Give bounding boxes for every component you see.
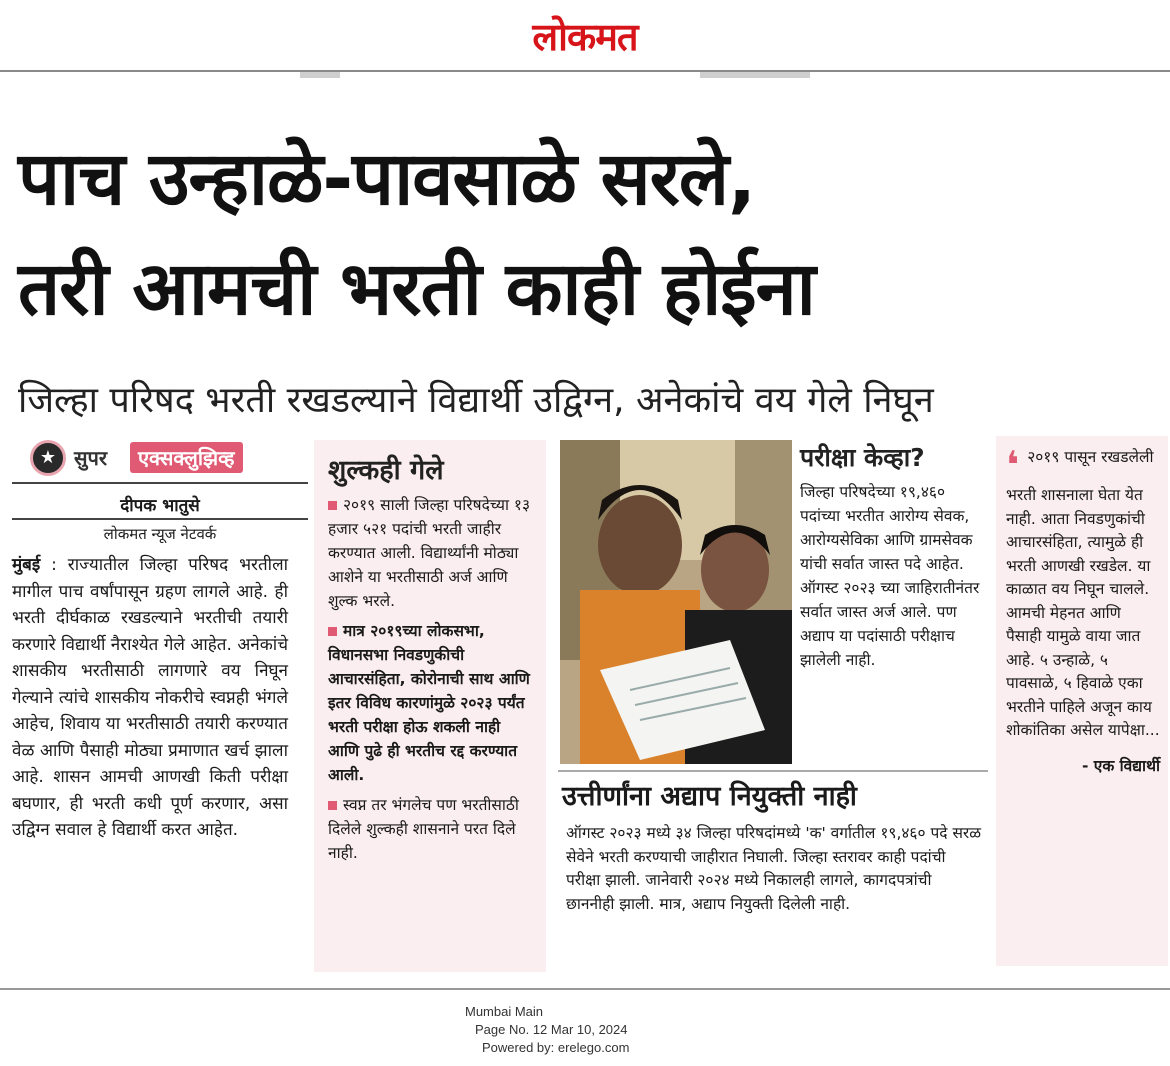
students-photo — [560, 440, 792, 764]
page-and-date: Page No. 12 Mar 10, 2024 — [475, 1022, 628, 1037]
exam-box-title: परीक्षा केव्हा? — [800, 443, 925, 472]
author-byline: दीपक भातुसे — [120, 496, 200, 516]
dateline: मुंबई — [12, 555, 41, 575]
fee-box-title: शुल्कही गेले — [328, 455, 444, 486]
bullet-square-icon — [328, 627, 337, 636]
fee-box-paragraph-2 — [328, 619, 536, 787]
quote-text-first: २०१९ पासून रखडलेली — [1027, 448, 1154, 466]
decorative-strip — [300, 72, 340, 78]
fee-box-paragraph-3 — [328, 793, 536, 865]
headline-line-1: पाच उन्हाळे-पावसाळे सरले, — [18, 136, 756, 222]
bullet-square-icon — [328, 501, 337, 510]
fee-box-text-1: २०१९ साली जिल्हा परिषदेच्या १३ हजार ५२१ पदांची भरती जाहीर करण्यात आली. विद्यार्थ्यांनी मोठ्या आशेने या भरतीसाठी अर्ज आणि शुल्क भरले. — [328, 496, 531, 610]
subheadline: जिल्हा परिषद भरती रखडल्याने विद्यार्थी उद्विग्न, अनेकांचे वय गेले निघून — [18, 380, 934, 421]
divider — [12, 482, 308, 484]
main-story-body — [12, 552, 288, 844]
students-studying-illustration — [560, 440, 792, 764]
quote-attribution: - एक विद्यार्थी — [1081, 756, 1160, 775]
quote-text: भरती शासनाला घेता येत नाही. आता निवडणुकांची आचारसंहिता, त्यामुळे ही भरती आणखी रखडेल. या काळात वय निघून चालले. आमची मेहनत आणि पैसाही यामुळे वाया जात आहे. ५ उन्हाळे, ५ पावसाळे, ५ हिवाळे एका भरतीने पाहिले अजून काय शोकांतिका असेल यापेक्षा... — [1006, 486, 1160, 739]
powered-by: Powered by: erelego.com — [482, 1040, 630, 1055]
badge-exclusive-label: एक्सक्लुझिव्ह — [130, 442, 243, 473]
quote-icon: ❛ — [1006, 446, 1020, 484]
divider — [558, 770, 988, 772]
news-network: लोकमत न्यूज नेटवर्क — [12, 518, 308, 544]
badge-super-label: सुपर — [74, 446, 108, 470]
bullet-square-icon — [328, 801, 337, 810]
newspaper-logo: लोकमत — [532, 15, 638, 59]
appointment-title: उत्तीर्णांना अद्याप नियुक्ती नाही — [562, 781, 857, 812]
edition-name: Mumbai Main — [465, 1004, 544, 1019]
main-story-text: : राज्यातील जिल्हा परिषद भरतीला मागील पाच वर्षांपासून ग्रहण लागले आहे. ही भरती दीर्घकाळ रखडल्याने भरतीची तयारी करणारे विद्यार्थी नैराश्येत गेले आहेत. अनेकांचे शासकीय भरतीसाठी लागणारे वय निघून गेल्याने त्यांचे शासकीय नोकरीचे स्वप्नही भंगले आहेच, शिवाय या भरतीसाठी तयारी करण्यात वेळ आणि पैसाही मोठ्या प्रमाणात खर्च झाला आहे. शासन आमची आणखी किती परीक्षा बघणार, ही भरती कधी पूर्ण करणार, असा उद्विग्न सवाल हे विद्यार्थी करत आहेत. — [12, 555, 288, 840]
headline-line-2: तरी आमची भरती काही होईना — [18, 246, 815, 332]
decorative-strip — [700, 72, 810, 78]
fee-box-text-3: स्वप्न तर भंगलेच पण भरतीसाठी दिलेले शुल्कही शासनाने परत दिले नाही. — [328, 796, 519, 862]
footer-divider — [0, 988, 1170, 990]
appointment-text: ऑगस्ट २०२३ मध्ये ३४ जिल्हा परिषदांमध्ये 'क' वर्गातील १९,४६० पदे सरळ सेवेने भरती करण्याची जाहीरात निघाली. जिल्हा स्तरावर काही पदांची परीक्षा झाली. जानेवारी २०२४ मध्ये निकालही लागले, कागदपत्रांची छाननीही झाली. मात्र, अद्याप नियुक्ती दिलेली नाही. — [566, 824, 982, 913]
fee-box-text-2: मात्र २०१९च्या लोकसभा, विधानसभा निवडणुकीची आचारसंहिता, कोरोनाची साथ आणि इतर विविध कारणांमुळे २०२३ पर्यंत भरती परीक्षा होऊ शकली नाही आणि पुढे ही भरतीच रद्द करण्यात आली. — [328, 622, 530, 784]
star-icon: ★ — [30, 440, 66, 476]
exam-box-text: जिल्हा परिषदेच्या १९,४६० पदांच्या भरतीत आरोग्य सेवक, आरोग्यसेविका आणि ग्रामसेवक यांची सर्वात जास्त पदे आहेत. ऑगस्ट २०२३ च्या जाहिरातीनंतर सर्वात जास्त अर्ज आले. पण अद्याप या पदांसाठी परीक्षाच झालेली नाही. — [800, 483, 980, 669]
fee-box-paragraph-1 — [328, 493, 536, 613]
super-exclusive-badge — [30, 440, 280, 478]
fee-box — [314, 440, 546, 972]
exam-box — [800, 440, 985, 672]
student-quote-box — [996, 436, 1168, 966]
